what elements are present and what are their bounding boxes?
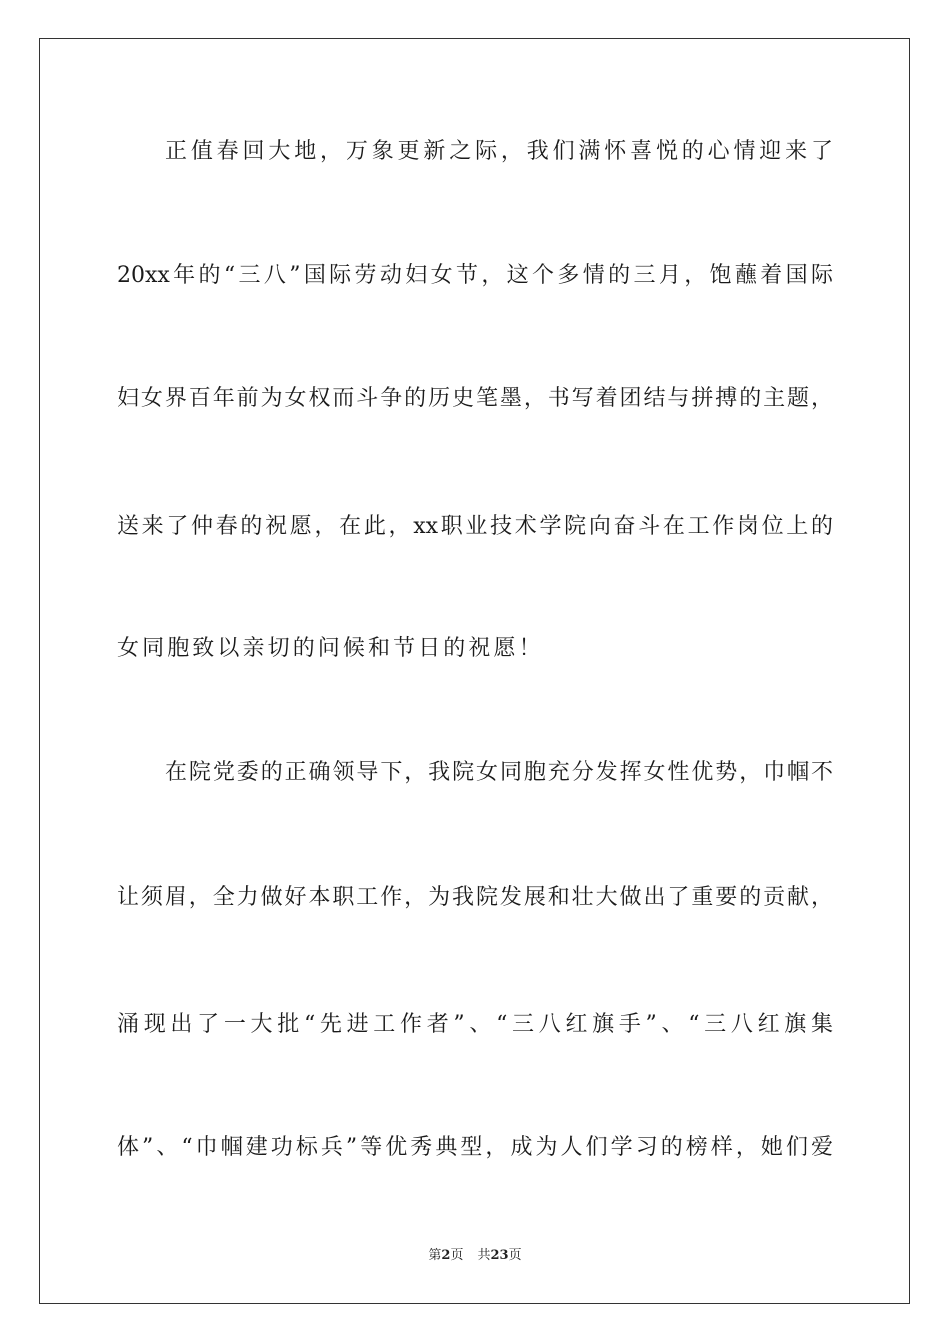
total-prefix: 共 [477,1248,491,1263]
page-footer [0,1247,950,1265]
text-line-2: 20xx年的“三八”国际劳动妇女节，这个多情的三月，饱蘸着国际 [117,263,833,288]
page-prefix: 第 [428,1248,442,1263]
page-suffix: 页 [450,1248,464,1263]
page-border [39,38,910,1304]
total-suffix: 页 [508,1248,522,1263]
page-number: 2 [441,1248,451,1263]
total-pages: 23 [490,1248,509,1263]
text-line-5: 女同胞致以亲切的问候和节日的祝愿！ [117,636,544,661]
text-line-1: 正值春回大地，万象更新之际，我们满怀喜悦的心情迎来了 [165,139,833,164]
text-line-9: 体”、“巾帼建功标兵”等优秀典型，成为人们学习的榜样，她们爱 [117,1135,833,1160]
text-line-8: 涌现出了一大批“先进工作者”、“三八红旗手”、“三八红旗集 [117,1012,833,1037]
text-line-4: 送来了仲春的祝愿，在此，xx职业技术学院向奋斗在工作岗位上的 [117,514,833,539]
text-line-7: 让须眉，全力做好本职工作，为我院发展和壮大做出了重要的贡献， [117,885,833,910]
text-line-3: 妇女界百年前为女权而斗争的历史笔墨，书写着团结与拼搏的主题， [117,386,833,411]
text-line-6: 在院党委的正确领导下，我院女同胞充分发挥女性优势，巾帼不 [165,760,833,785]
